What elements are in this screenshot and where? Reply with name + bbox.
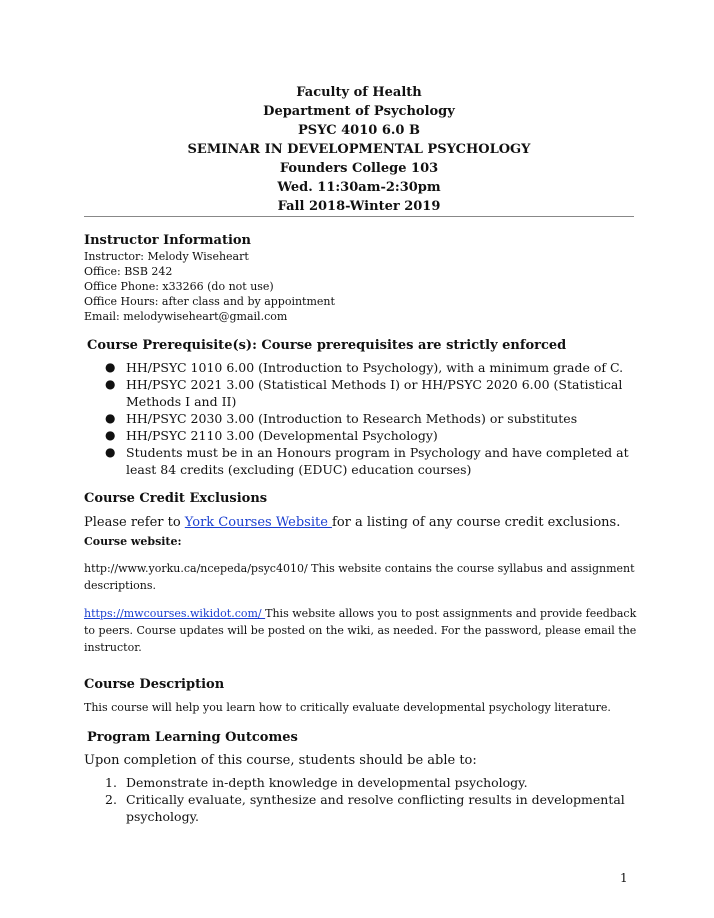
term-line: Fall 2018-Winter 2019	[277, 199, 441, 214]
outcomes-intro: Upon completion of this course, students should be able to:	[84, 753, 477, 768]
instructor-hours: Office Hours: after class and by appointment	[84, 295, 335, 308]
department-line: Department of Psychology	[263, 104, 455, 119]
instructor-office: Office: BSB 242	[84, 265, 173, 278]
prereq-section	[84, 337, 644, 478]
york-courses-link[interactable]: York Courses Website	[184, 515, 333, 530]
description-text: This course will help you learn how to critically evaluate developmental psychology literature.	[84, 701, 611, 714]
description-section	[84, 676, 644, 716]
outcomes-section	[84, 729, 644, 825]
instructor-phone: Office Phone: x33266 (do not use)	[84, 280, 274, 293]
outcomes-heading: Program Learning Outcomes	[87, 730, 298, 745]
wiki-link[interactable]: https://mwcourses.wikidot.com/	[84, 607, 266, 620]
bullet-icon: ●	[105, 445, 116, 459]
location-line: Founders College 103	[279, 161, 439, 176]
instructor-email: Email: melodywiseheart@gmail.com	[84, 310, 288, 323]
list-item: 1. Demonstrate in-depth knowledge in developmental psychology.	[105, 775, 528, 790]
prereq-heading: Course Prerequisite(s): Course prerequisites are strictly enforced	[87, 338, 567, 353]
header-divider	[84, 216, 634, 217]
list-item: ● HH/PSYC 2030 3.00 (Introduction to Research Methods) or substitutes	[105, 411, 578, 426]
bullet-icon: ●	[105, 360, 116, 374]
prereq-list	[84, 359, 644, 478]
course-title-line: SEMINAR IN DEVELOPMENTAL PSYCHOLOGY	[187, 142, 531, 157]
instructor-heading: Instructor Information	[84, 233, 252, 248]
faculty-line: Faculty of Health	[296, 85, 422, 100]
bullet-icon: ●	[105, 411, 116, 425]
list-item: ● HH/PSYC 2021 3.00 (Statistical Methods I) or HH/PSYC 2020 6.00 (Statistical Methods I and II)	[105, 377, 623, 409]
list-item: ● Students must be in an Honours program in Psychology and have completed at least 84 credits (excluding (EDUC) education courses)	[105, 445, 629, 477]
list-item: ● HH/PSYC 2110 3.00 (Developmental Psychology)	[105, 428, 438, 443]
description-heading: Course Description	[84, 677, 225, 692]
course-code-line: PSYC 4010 6.0 B	[298, 123, 420, 138]
instructor-name: Instructor: Melody Wiseheart	[84, 250, 249, 263]
outcomes-list	[84, 774, 644, 825]
bullet-icon: ●	[105, 377, 116, 391]
course-website-label: Course website:	[84, 535, 182, 548]
course-website-text: http://www.yorku.ca/ncepeda/psyc4010/ This website contains the course syllabus and assignment descriptions.	[84, 562, 635, 592]
wiki-website-text: https://mwcourses.wikidot.com/ This website allows you to post assignments and provide feedback to peers. Course updates will be posted on the wiki, as needed. For the password, please email the instructor.	[84, 607, 637, 654]
instructor-section	[84, 232, 644, 324]
list-item: 2. Critically evaluate, synthesize and resolve conflicting results in developmental psychology.	[105, 792, 625, 824]
page-number: 1	[620, 871, 628, 885]
bullet-icon: ●	[105, 428, 116, 442]
exclusions-text: Please refer to York Courses Website for a listing of any course credit exclusions.	[84, 515, 621, 530]
course-header	[84, 83, 634, 216]
exclusions-heading: Course Credit Exclusions	[84, 491, 268, 506]
time-line: Wed. 11:30am-2:30pm	[277, 180, 441, 195]
list-item: ● HH/PSYC 1010 6.00 (Introduction to Psychology), with a minimum grade of C.	[105, 360, 624, 375]
exclusions-section	[84, 490, 644, 656]
